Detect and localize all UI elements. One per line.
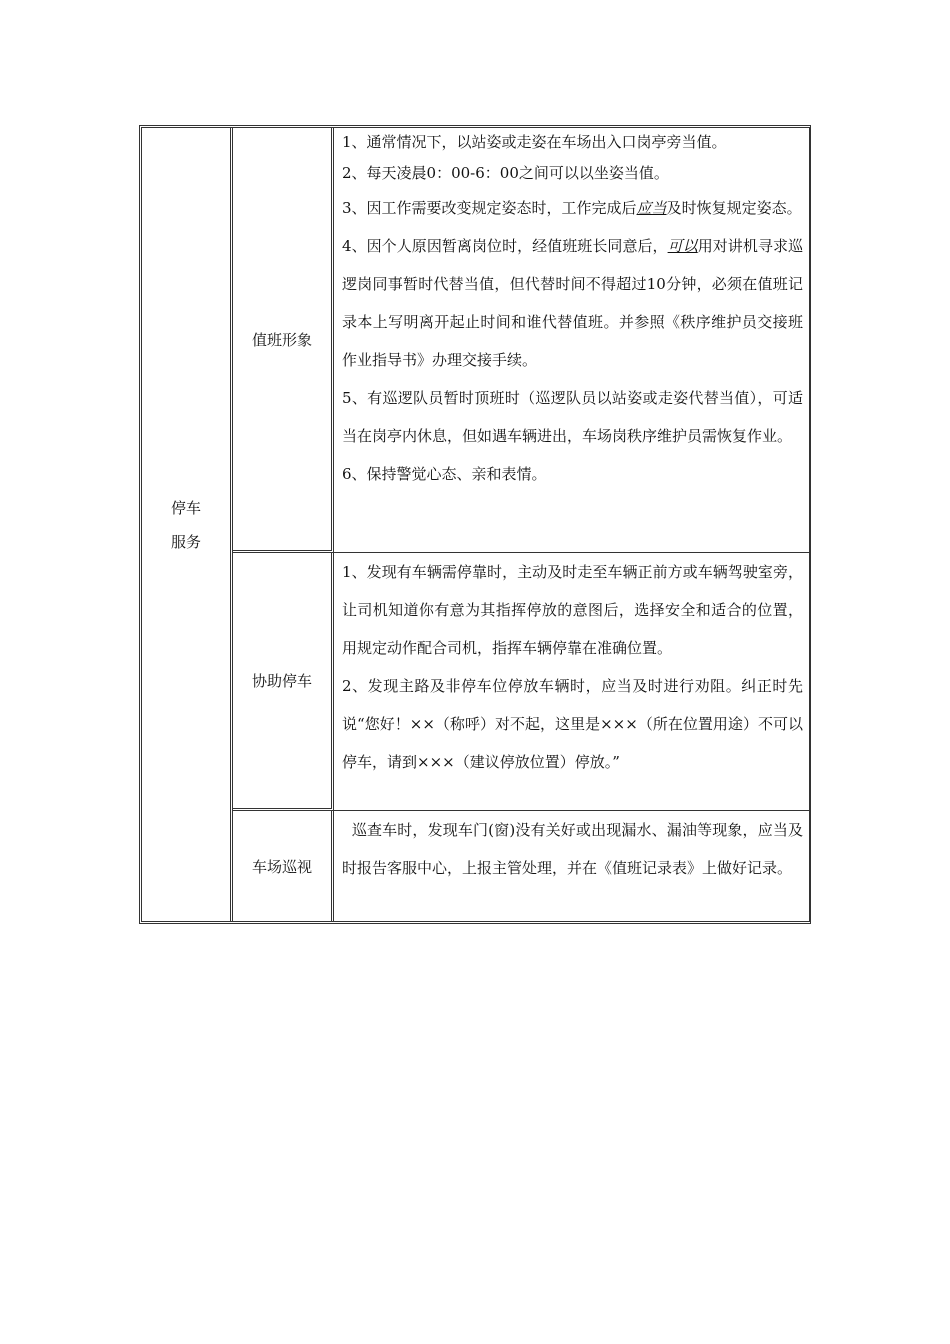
rule-item: 5、有巡逻队员暂时顶班时（巡逻队员以站姿或走姿代替当值），可适当在岗亭内休息，但如遇车辆进出，车场岗秩序维护员需恢复作业。 — [342, 389, 803, 445]
rule-item: 2、发现主路及非停车位停放车辆时，应当及时进行劝阻。纠正时先说“您好！××（称呼）对不起，这里是×××（所在位置用途）不可以停车，请到×××（建议停放位置）停放。” — [342, 677, 803, 771]
rule-text: 4、因个人原因暂离岗位时，经值班班长同意后， — [342, 237, 668, 255]
rule-text: 及时恢复规定姿态。 — [666, 199, 802, 217]
rule-item: 2、每天凌晨0：00-6：00之间可以以坐姿当值。 — [342, 164, 669, 182]
table-row — [142, 811, 809, 921]
table-row — [142, 553, 809, 811]
rule-text: 用对讲机寻求巡逻岗同事暂时代替当值，但代替时间不得超过10分钟，必须在值班记录本上写明离开起止时间和谁代替值班。并参照《秩序维护员交接班作业指导书》办理交接手续。 — [342, 237, 803, 369]
section-name-cell — [233, 553, 334, 811]
rule-item — [342, 189, 803, 227]
section-content-cell — [334, 553, 809, 811]
rule-item: 1、发现有车辆需停靠时，主动及时走至车辆正前方或车辆驾驶室旁，让司机知道你有意为其指挥停放的意图后，选择安全和适合的位置，用规定动作配合司机，指挥车辆停靠在准确位置。 — [342, 563, 803, 657]
section-name-cell — [233, 128, 334, 553]
section-content-cell — [334, 128, 809, 553]
section-name-cell — [233, 811, 334, 921]
rule-item: 6、保持警觉心态、亲和表情。 — [342, 465, 547, 483]
emphasized-text: 可以 — [667, 237, 698, 255]
rule-text: 3、因工作需要改变规定姿态时，工作完成后 — [342, 199, 637, 217]
category-label-line2: 服务 — [170, 532, 201, 551]
rule-item: 1、通常情况下，以站姿或走姿在车场出入口岗亭旁当值。 — [342, 133, 727, 151]
emphasized-text: 应当 — [636, 199, 667, 217]
section-content-cell — [334, 811, 809, 921]
rule-item: 巡查车时，发现车门(窗)没有关好或出现漏水、漏油等现象，应当及时报告客服中心，上报主管处理，并在《值班记录表》上做好记录。 — [342, 821, 803, 877]
category-cell — [142, 128, 233, 921]
section-title: 协助停车 — [251, 672, 312, 690]
rule-item — [342, 227, 803, 379]
category-label-line1: 停车 — [170, 498, 201, 517]
table-row — [142, 128, 809, 553]
section-title: 值班形象 — [251, 330, 312, 349]
service-rules-table — [139, 125, 811, 924]
section-title: 车场巡视 — [251, 857, 312, 876]
